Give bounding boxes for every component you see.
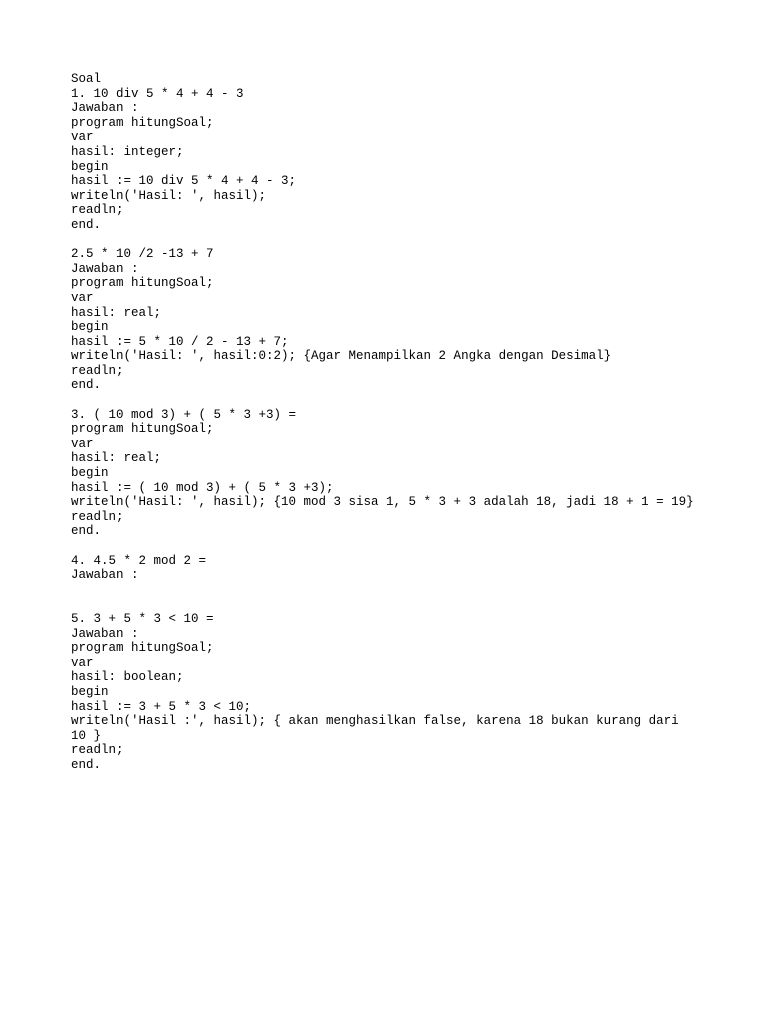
code-line: readln;	[71, 743, 124, 758]
question-text: 1. 10 div 5 * 4 + 4 - 3	[71, 86, 244, 101]
code-line: hasil := 5 * 10 / 2 - 13 + 7;	[71, 334, 289, 349]
code-line: program hitungSoal;	[71, 276, 214, 291]
question-text: 3. ( 10 mod 3) + ( 5 * 3 +3) =	[71, 407, 297, 422]
question-text: 5. 3 + 5 * 3 < 10 =	[71, 611, 214, 626]
code-line: end.	[71, 524, 102, 539]
code-line: hasil := 10 div 5 * 4 + 4 - 3;	[71, 174, 297, 189]
question-block-4	[71, 554, 731, 583]
code-line: program hitungSoal;	[71, 641, 214, 656]
code-line: writeln('Hasil :', hasil); { akan menghasilkan false, karena 18 bukan kurang dari	[71, 714, 679, 729]
code-line: end.	[71, 217, 102, 232]
code-line: readln;	[71, 509, 124, 524]
code-line: writeln('Hasil: ', hasil); {10 mod 3 sisa 1, 5 * 3 + 3 adalah 18, jadi 18 + 1 = 19}	[71, 495, 694, 510]
code-line: hasil: boolean;	[71, 670, 184, 685]
code-line: end.	[71, 757, 102, 772]
question-block-2	[71, 247, 731, 393]
paragraph-gap	[71, 583, 731, 612]
code-line: hasil: real;	[71, 305, 162, 320]
answer-label: Jawaban :	[71, 568, 139, 583]
code-line: begin	[71, 320, 109, 335]
question-block-3	[71, 408, 731, 539]
code-line: program hitungSoal;	[71, 422, 214, 437]
code-line: var	[71, 290, 94, 305]
question-text: 4. 4.5 * 2 mod 2 =	[71, 553, 207, 568]
code-line: var	[71, 655, 94, 670]
code-line: end.	[71, 378, 102, 393]
code-line: writeln('Hasil: ', hasil);	[71, 188, 267, 203]
code-line: begin	[71, 684, 109, 699]
answer-label: Jawaban :	[71, 261, 139, 276]
document-title: Soal	[71, 72, 102, 86]
question-block-1	[71, 87, 731, 233]
code-line: hasil := 3 + 5 * 3 < 10;	[71, 699, 252, 714]
paragraph-gap	[71, 233, 731, 248]
code-line: readln;	[71, 363, 124, 378]
code-line: hasil: integer;	[71, 144, 184, 159]
code-line: hasil := ( 10 mod 3) + ( 5 * 3 +3);	[71, 480, 334, 495]
paragraph-gap	[71, 539, 731, 554]
code-line: var	[71, 436, 94, 451]
answer-label: Jawaban :	[71, 101, 139, 116]
code-line: begin	[71, 159, 109, 174]
question-text: 2.5 * 10 /2 -13 + 7	[71, 247, 214, 262]
answer-label: Jawaban :	[71, 626, 139, 641]
code-line: writeln('Hasil: ', hasil:0:2); {Agar Menampilkan 2 Angka dengan Desimal}	[71, 349, 612, 364]
paragraph-gap	[71, 393, 731, 408]
code-line: hasil: real;	[71, 451, 162, 466]
code-line: readln;	[71, 203, 124, 218]
code-line: var	[71, 130, 94, 145]
code-line: begin	[71, 466, 109, 481]
code-line: 10 }	[71, 728, 102, 743]
code-line: program hitungSoal;	[71, 115, 214, 130]
document-page	[71, 72, 731, 773]
question-block-5	[71, 612, 731, 773]
